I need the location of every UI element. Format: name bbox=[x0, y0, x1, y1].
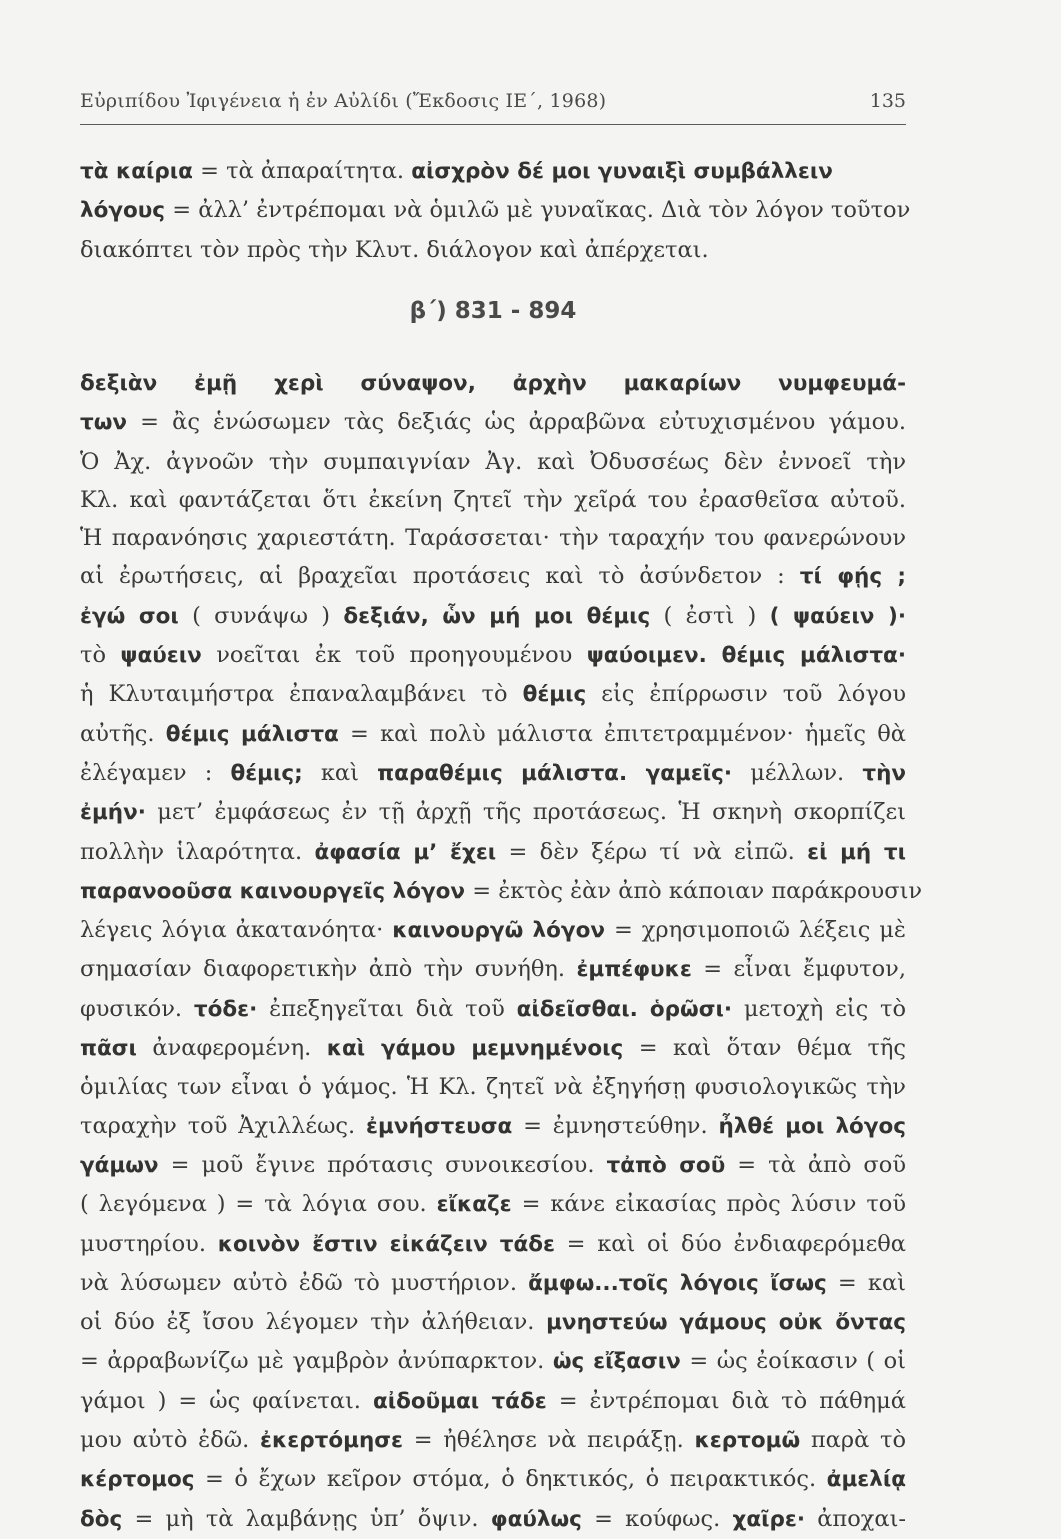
gloss-text: = κούφως. bbox=[581, 1505, 733, 1532]
gloss-text: = μοῦ ἔγινε πρότασις συνοικεσίου. bbox=[158, 1151, 607, 1178]
text-line bbox=[80, 1264, 906, 1303]
gloss-text: νὰ λύσωμεν αὐτὸ ἐδῶ τὸ μυστήριον. bbox=[80, 1269, 529, 1296]
text-line bbox=[80, 833, 906, 872]
text-line bbox=[80, 557, 906, 596]
lemma-term: δεξιάν, ὧν μή μοι θέμις bbox=[343, 603, 651, 629]
gloss-text: Κλ. καὶ φαντάζεται ὅτι ἐκείνη ζητεῖ τὴν χεῖρά του ἐρασθεῖσα αὐτοῦ. bbox=[80, 486, 906, 513]
text-line bbox=[80, 1460, 906, 1499]
lemma-term: κοινὸν ἔστιν εἰκάζειν τάδε bbox=[217, 1231, 555, 1257]
lemma-term: παρανοοῦσα καινουργεῖς λόγον bbox=[80, 878, 466, 904]
lemma-term: ψαύοιμεν. θέμις μάλιστα· bbox=[586, 643, 906, 669]
text-line bbox=[80, 1342, 906, 1381]
gloss-text: σημασίαν διαφορετικὴν ἀπὸ τὴν συνήθη. bbox=[80, 956, 577, 983]
gloss-text: = ἐκτὸς ἐὰν ἀπὸ κάποιαν παράκρουσιν bbox=[465, 877, 923, 904]
text-line bbox=[80, 597, 906, 636]
text-line bbox=[80, 364, 906, 403]
text-line bbox=[80, 1421, 906, 1460]
text-line bbox=[80, 1382, 906, 1421]
gloss-text: διακόπτει τὸν πρὸς τὴν Κλυτ. διάλογον καὶ ἀπέρχεται. bbox=[80, 236, 709, 263]
lemma-term: θέμις; bbox=[230, 760, 303, 786]
lemma-term: τὴν bbox=[862, 760, 907, 786]
gloss-text: οἱ δύο ἐξ ἴσου λέγομεν τὴν ἀλήθειαν. bbox=[80, 1309, 547, 1336]
text-line bbox=[80, 1068, 906, 1106]
gloss-text: μέλλων. bbox=[732, 759, 863, 786]
text-line bbox=[80, 636, 906, 675]
text-line bbox=[80, 1146, 906, 1185]
lemma-term: των bbox=[80, 410, 128, 436]
gloss-text: παρὰ τὸ bbox=[800, 1427, 906, 1454]
gloss-text: γάμοι ) = ὡς φαίνεται. bbox=[80, 1387, 373, 1414]
gloss-text: ταραχὴν τοῦ Ἀχιλλέως. bbox=[80, 1112, 367, 1139]
lemma-term: φαύλως bbox=[490, 1506, 582, 1532]
lemma-term: θέμις μάλιστα bbox=[165, 721, 339, 747]
lemma-term: πᾶσι bbox=[80, 1036, 137, 1062]
lemma-term: ἄμφω...τοῖς λόγοις ἴσως bbox=[528, 1270, 827, 1296]
text-line bbox=[80, 1029, 906, 1068]
lemma-term: δὸς bbox=[80, 1506, 123, 1532]
lemma-term: αἰσχρὸν δέ μοι γυναιξὶ συμβάλλειν bbox=[411, 159, 833, 184]
lemma-term: ἐγώ σοι bbox=[80, 603, 179, 629]
gloss-text: = ἂς ἑνώσωμεν τὰς δεξιάς ὡς ἀρραβῶνα εὐτυχισμένου γάμου. bbox=[127, 409, 906, 436]
text-line bbox=[80, 403, 906, 442]
text-line bbox=[80, 1500, 906, 1539]
gloss-text: ὁμιλίας των εἶναι ὁ γάμος. Ἡ Κλ. ζητεῖ νὰ ἐξηγήσῃ φυσιολογικῶς τὴν bbox=[80, 1074, 906, 1101]
lemma-term: ἐμπέφυκε bbox=[576, 957, 692, 983]
commentary-paragraph bbox=[80, 364, 923, 1539]
gloss-text: = ἠθέλησε νὰ πειράξῃ. bbox=[402, 1427, 695, 1454]
section-heading: β΄) 831 - 894 bbox=[409, 298, 577, 324]
lemma-term: ἐμήν· bbox=[80, 800, 146, 826]
gloss-text: φυσικόν. bbox=[80, 995, 194, 1022]
gloss-text: ἐλέγαμεν : bbox=[80, 759, 231, 786]
lemma-term: ἐμνήστευσα bbox=[366, 1113, 513, 1139]
text-line bbox=[80, 754, 906, 793]
gloss-text: = ἐμνηστεύθην. bbox=[512, 1112, 719, 1139]
text-line bbox=[80, 950, 906, 989]
gloss-text: εἰς ἐπίρρωσιν τοῦ λόγου bbox=[586, 681, 906, 708]
text-line bbox=[80, 1303, 906, 1342]
lemma-term: τί φῄς ; bbox=[799, 564, 906, 590]
gloss-text: = ἀρραβωνίζω μὲ γαμβρὸν ἀνύπαρκτον. bbox=[80, 1348, 553, 1375]
gloss-text: καὶ bbox=[302, 759, 378, 786]
gloss-text: ( συνάψω ) bbox=[178, 602, 344, 629]
gloss-text: νοεῖται ἐκ τοῦ προηγουμένου bbox=[201, 642, 587, 669]
gloss-text: αἱ ἐρωτήσεις, αἱ βραχεῖαι προτάσεις καὶ τὸ ἀσύνδετον : bbox=[80, 563, 800, 590]
gloss-text: = καὶ πολὺ μάλιστα ἐπιτετραμμένον· ἡμεῖς θὰ bbox=[338, 720, 906, 747]
gloss-text: = ὡς ἐοίκασιν ( οἱ bbox=[680, 1348, 906, 1375]
lemma-term: εἰ μή τι bbox=[807, 839, 906, 865]
text-line bbox=[80, 911, 906, 950]
text-line bbox=[80, 675, 906, 714]
text-line bbox=[80, 481, 906, 519]
gloss-text: = ἀλλ’ ἐντρέπομαι νὰ ὁμιλῶ μὲ γυναῖκας. Διὰ τὸν λόγον τοῦτον bbox=[165, 197, 911, 224]
text-line bbox=[80, 231, 906, 269]
gloss-text: ἡ Κλυταιμήστρα ἐπαναλαμβάνει τὸ bbox=[80, 681, 523, 708]
lemma-term: παραθέμις μάλιστα. γαμεῖς· bbox=[377, 760, 733, 786]
gloss-text: αὐτῆς. bbox=[80, 720, 166, 747]
lemma-term: καινουργῶ λόγον bbox=[392, 918, 605, 944]
lemma-term: ἀμελίᾳ bbox=[826, 1467, 906, 1493]
lemma-term: ἦλθέ μοι λόγος bbox=[718, 1113, 906, 1139]
gloss-text: Ὁ Ἀχ. ἀγνοῶν τὴν συμπαιγνίαν Ἀγ. καὶ Ὀδυσσέως δὲν ἐννοεῖ τὴν bbox=[80, 448, 906, 475]
lemma-term: εἴκαζε bbox=[436, 1192, 512, 1218]
gloss-text: λέγεις λόγια ἀκατανόητα· bbox=[80, 917, 393, 944]
lemma-term: μνηστεύω γάμους οὐκ ὄντας bbox=[546, 1310, 906, 1336]
gloss-text: μου αὐτὸ ἐδῶ. bbox=[80, 1427, 261, 1454]
gloss-text: ( λεγόμενα ) = τὰ λόγια σου. bbox=[80, 1191, 437, 1218]
text-line bbox=[80, 152, 906, 191]
lemma-term: καὶ γάμου μεμνημένοις bbox=[326, 1036, 624, 1062]
gloss-text: = εἶναι ἔμφυτον, bbox=[691, 956, 906, 983]
lemma-term: κέρτομος bbox=[80, 1467, 195, 1493]
lemma-term: θέμις bbox=[522, 682, 587, 708]
gloss-text: ( ἐστὶ ) bbox=[650, 602, 770, 629]
gloss-text: = ἐντρέπομαι διὰ τὸ πάθημά bbox=[546, 1387, 906, 1414]
gloss-text: ἀποχαι- bbox=[805, 1505, 907, 1532]
gloss-text: = ὁ ἔχων κεῖρον στόμα, ὁ δηκτικός, ὁ πειρακτικός. bbox=[194, 1466, 827, 1493]
text-line bbox=[80, 519, 906, 557]
running-title: Εὐριπίδου Ἰφιγένεια ἡ ἐν Αὐλίδι (Ἔκδοσις ΙΕ΄, 1968) bbox=[80, 90, 607, 112]
page-header bbox=[80, 90, 906, 125]
gloss-text: = χρησιμοποιῶ λέξεις μὲ bbox=[605, 917, 906, 944]
gloss-text: = καὶ ὅταν θέμα τῆς bbox=[623, 1035, 907, 1062]
lemma-term: γάμων bbox=[80, 1152, 159, 1178]
lemma-term: αἰδοῦμαι τάδε bbox=[372, 1388, 547, 1414]
text-line bbox=[80, 443, 906, 481]
text-line bbox=[80, 715, 906, 754]
page-number: 135 bbox=[869, 90, 906, 112]
text-line bbox=[80, 1185, 906, 1224]
lemma-term: κερτομῶ bbox=[694, 1428, 801, 1454]
lemma-term: τὰ καίρια bbox=[80, 159, 193, 184]
gloss-text: = τὰ ἀπαραίτητα. bbox=[192, 158, 412, 184]
gloss-text: μετ’ ἐμφάσεως ἐν τῇ ἀρχῇ τῆς προτάσεως. Ἡ σκηνὴ σκορπίζει bbox=[145, 799, 906, 826]
lemma-term: ὡς εἴξασιν bbox=[552, 1349, 681, 1375]
intro-paragraph bbox=[80, 152, 911, 269]
gloss-text: Ἡ παρανόησις χαριεστάτη. Ταράσσεται· τὴν ταραχήν του φανερώνουν bbox=[80, 525, 906, 552]
lemma-term: τἀπὸ σοῦ bbox=[606, 1152, 726, 1178]
gloss-text: ἀναφερομένη. bbox=[136, 1035, 327, 1062]
text-line bbox=[80, 793, 906, 832]
lemma-term: ( ψαύειν )· bbox=[769, 603, 906, 629]
lemma-term: ἐκερτόμησε bbox=[260, 1428, 403, 1454]
gloss-text: = καὶ bbox=[826, 1269, 906, 1296]
text-line bbox=[80, 990, 906, 1029]
gloss-text: = κάνε εἰκασίας πρὸς λύσιν τοῦ bbox=[511, 1191, 906, 1218]
lemma-term: χαῖρε· bbox=[732, 1506, 806, 1532]
lemma-term: λόγους bbox=[80, 198, 166, 224]
lemma-term: αἰδεῖσθαι. ὁρῶσι· bbox=[516, 996, 733, 1022]
gloss-text: = δὲν ξέρω τί νὰ εἰπῶ. bbox=[496, 838, 808, 865]
gloss-text: μυστηρίου. bbox=[80, 1230, 218, 1257]
gloss-text: = καὶ οἱ δύο ἐνδιαφερόμεθα bbox=[555, 1230, 906, 1257]
gloss-text: πολλὴν ἱλαρότητα. bbox=[80, 838, 315, 865]
gloss-text: μετοχὴ εἰς τὸ bbox=[732, 995, 907, 1022]
lemma-term: ψαύειν bbox=[120, 643, 202, 669]
gloss-text: = μὴ τὰ λαμβάνῃς ὑπ’ ὄψιν. bbox=[122, 1505, 491, 1532]
gloss-text: = τὰ ἀπὸ σοῦ bbox=[725, 1151, 906, 1178]
lemma-term: ἀφασία μ’ ἔχει bbox=[314, 839, 497, 865]
text-line bbox=[80, 872, 923, 911]
text-line bbox=[80, 191, 911, 230]
gloss-text: τὸ bbox=[80, 642, 121, 669]
text-line bbox=[80, 1107, 906, 1146]
lemma-term: τόδε· bbox=[193, 996, 258, 1022]
lemma-term: δεξιὰν ἐμῇ χερὶ σύναψον, ἀρχὴν μακαρίων νυμφευμά- bbox=[80, 371, 906, 396]
gloss-text: ἐπεξηγεῖται διὰ τοῦ bbox=[257, 995, 517, 1022]
text-line bbox=[80, 1225, 906, 1264]
